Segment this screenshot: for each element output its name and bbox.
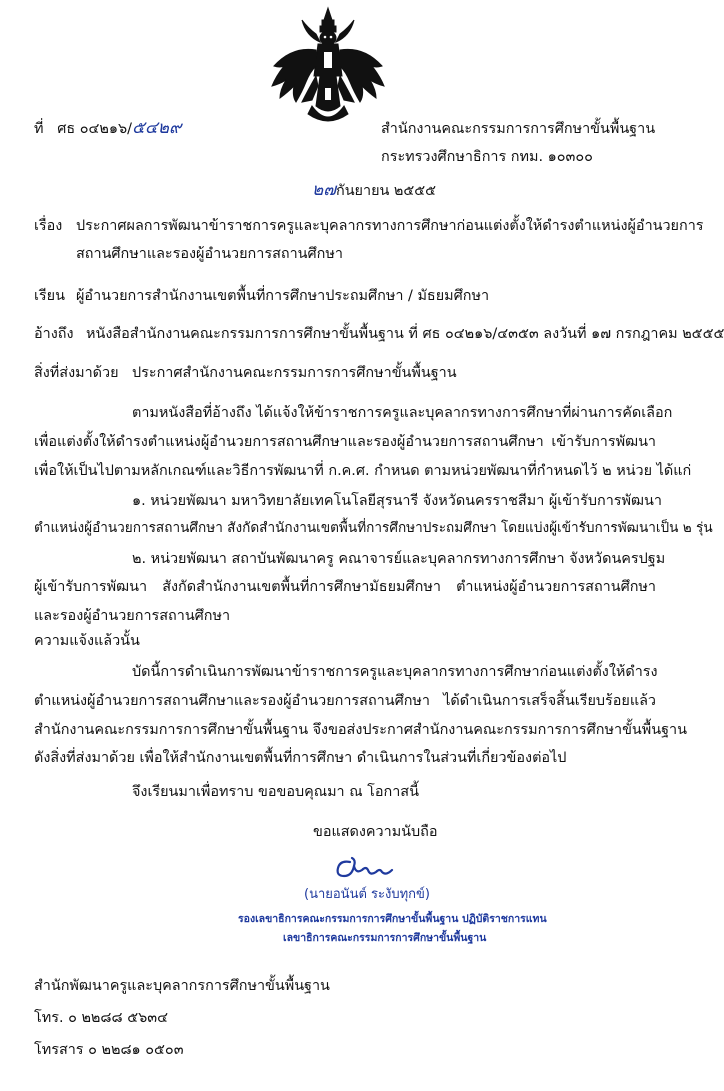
item-1-line-1: ๑. หน่วยพัฒนา มหาวิทยาลัยเทคโนโลยีสุรนารี จังหวัดนครราชสีมา ผู้เข้ารับการพัฒนา — [132, 493, 662, 509]
item-2-line-3: และรองผู้อำนวยการสถานศึกษา — [34, 608, 231, 624]
footer-fax: โทรสาร ๐ ๒๒๘๑ ๐๕๐๓ — [34, 1042, 184, 1058]
signatory-title-line-2: เลขาธิการคณะกรรมการการศึกษาขั้นพื้นฐาน — [283, 932, 487, 944]
letter-reference — [34, 120, 181, 137]
paragraph-2-line-3: สำนักงานคณะกรรมการการศึกษาขั้นพื้นฐาน จึงขอส่งประกาศสำนักงานคณะกรรมการการศึกษาขั้นพื้นฐาน — [34, 722, 687, 738]
sender-organization: สำนักงานคณะกรรมการการศึกษาขั้นพื้นฐาน — [381, 121, 656, 137]
signatory-title-line-1: รองเลขาธิการคณะกรรมการการศึกษาขั้นพื้นฐาน ปฏิบัติราชการแทน — [238, 913, 547, 925]
footer-office: สำนักพัฒนาครูและบุคลากรการศึกษาขั้นพื้นฐาน — [34, 978, 330, 994]
paragraph-2-line-4: ดังสิ่งที่ส่งมาด้วย เพื่อให้สำนักงานเขตพื้นที่การศึกษา ดำเนินการในส่วนที่เกี่ยวข้องต่อไป — [34, 750, 567, 766]
date-printed: กันยายน ๒๕๕๕ — [336, 183, 437, 199]
subject-line-1: ประกาศผลการพัฒนาข้าราชการครูและบุคลากรทางการศึกษาก่อนแต่งตั้งให้ดำรงตำแหน่งผู้อำนวยการ — [76, 218, 704, 234]
subject-line-2: สถานศึกษาและรองผู้อำนวยการสถานศึกษา — [76, 246, 343, 262]
reference-number: ศธ ๐๔๒๑๖/ — [57, 121, 133, 137]
sender-address: กระทรวงศึกษาธิการ กทม. ๑๐๓๐๐ — [381, 149, 593, 165]
paragraph-1-line-1: ตามหนังสือที่อ้างถึง ได้แจ้งให้ข้าราชการครูและบุคลากรทางการศึกษาที่ผ่านการคัดเลือก — [132, 405, 673, 421]
reference-to-text: หนังสือสำนักงานคณะกรรมการการศึกษาขั้นพื้นฐาน ที่ ศธ ๐๔๒๑๖/๔๓๕๓ ลงวันที่ ๑๗ กรกฎาคม ๒๕๕๕ — [86, 326, 724, 342]
closing-line: จึงเรียนมาเพื่อทราบ ขอขอบคุณมา ณ โอกาสนี้ — [132, 784, 419, 800]
footer-phone: โทร. ๐ ๒๒๘๘ ๕๖๓๔ — [34, 1010, 168, 1026]
enclosure-label: สิ่งที่ส่งมาด้วย — [34, 365, 119, 381]
item-1-line-2: ตำแหน่งผู้อำนวยการสถานศึกษา สังกัดสำนักงานเขตพื้นที่การศึกษาประถมศึกษา โดยแบ่งผู้เข้ารับการพัฒนาเป็น ๒ รุ่น — [34, 520, 713, 536]
enclosure-text: ประกาศสำนักงานคณะกรรมการการศึกษาขั้นพื้นฐาน — [132, 365, 457, 381]
subject-label: เรื่อง — [34, 218, 63, 234]
item-2-line-1: ๒. หน่วยพัฒนา สถาบันพัฒนาครู คณาจารย์และบุคลากรทางการศึกษา จังหวัดนครปฐม — [132, 551, 666, 567]
date-handwritten-day: ๒๗ — [312, 180, 336, 200]
signatory-name: (นายอนันต์ ระงับทุกข์) — [304, 887, 430, 902]
paragraph-2-line-1: บัดนี้การดำเนินการพัฒนาข้าราชการครูและบุคลากรทางการศึกษาก่อนแต่งตั้งให้ดำรง — [132, 664, 658, 680]
handwritten-signature — [334, 850, 396, 882]
reference-label: ที่ — [34, 121, 44, 137]
letter-date — [312, 182, 436, 199]
garuda-emblem-icon — [262, 6, 394, 128]
reference-handwritten-number: ๕๔๒๙ — [132, 118, 182, 138]
item-2-line-2: ผู้เข้ารับการพัฒนา สังกัดสำนักงานเขตพื้นที่การศึกษามัธยมศึกษา ตำแหน่งผู้อำนวยการสถานศึกษา — [34, 579, 656, 595]
paragraph-2-line-2: ตำแหน่งผู้อำนวยการสถานศึกษาและรองผู้อำนวยการสถานศึกษา ได้ดำเนินการเสร็จสิ้นเรียบร้อยแล้ว — [34, 693, 656, 709]
addressee-text: ผู้อำนวยการสำนักงานเขตพื้นที่การศึกษาประถมศึกษา / มัธยมศึกษา — [76, 288, 490, 304]
paragraph-1-line-2: เพื่อแต่งตั้งให้ดำรงตำแหน่งผู้อำนวยการสถานศึกษาและรองผู้อำนวยการสถานศึกษา เข้ารับการพัฒนา — [34, 434, 656, 450]
notice-line: ความแจ้งแล้วนั้น — [34, 633, 140, 649]
addressee-label: เรียน — [34, 288, 65, 304]
complimentary-close: ขอแสดงความนับถือ — [313, 824, 438, 840]
reference-to-label: อ้างถึง — [34, 326, 74, 342]
paragraph-1-line-3: เพื่อให้เป็นไปตามหลักเกณฑ์และวิธีการพัฒนาที่ ก.ค.ศ. กำหนด ตามหน่วยพัฒนาที่กำหนดไว้ ๒ หน่วย ได้แก่ — [34, 463, 692, 479]
